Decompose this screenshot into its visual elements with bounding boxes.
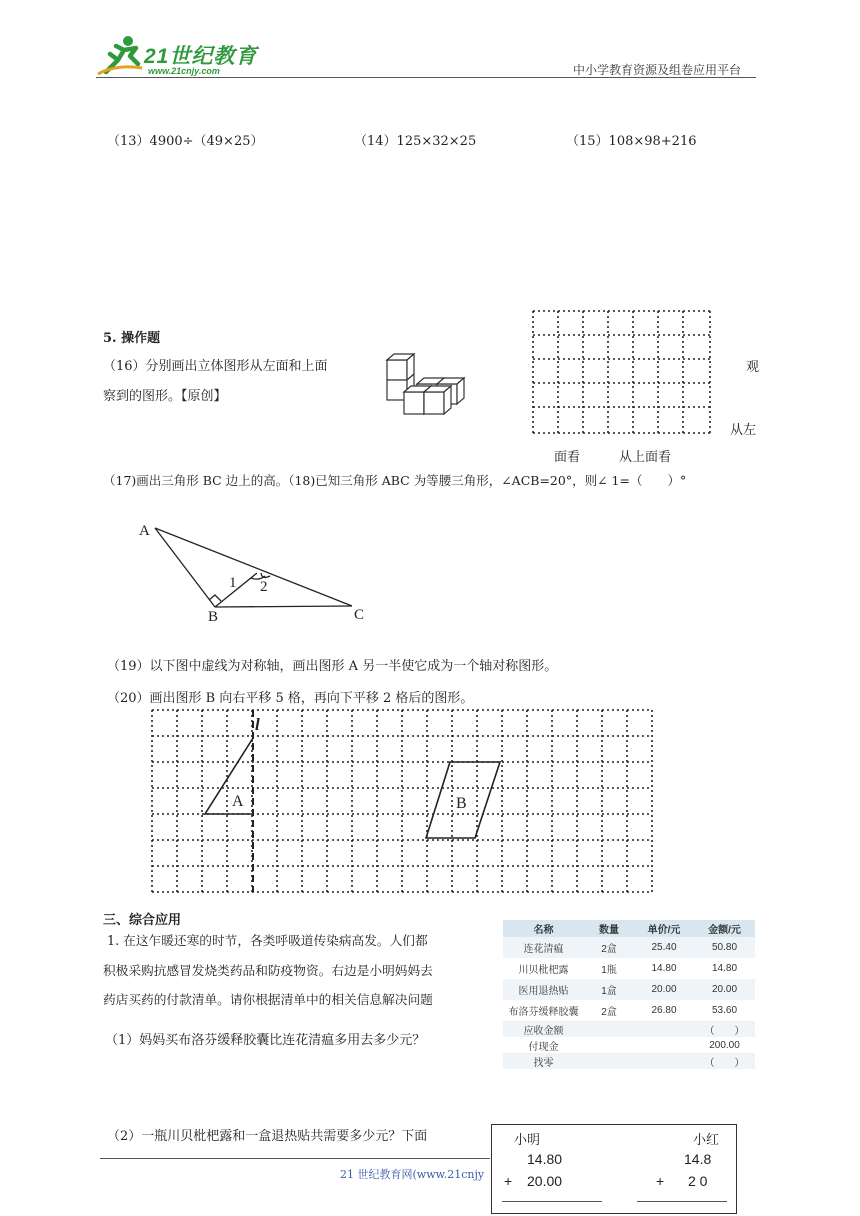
- symmetry-translation-grid: [150, 708, 654, 894]
- receipt-cell: 1瓶: [601, 965, 617, 976]
- receipt-summary-label: 付现金: [528, 1041, 559, 1053]
- receipt-cell: 20.00: [694, 979, 755, 1000]
- angle-2-label: 2: [260, 579, 268, 595]
- receipt-cell: 川贝枇杷露: [518, 965, 569, 976]
- receipt-header-row: [503, 920, 755, 937]
- question-19: （19）以下图中虚线为对称轴，画出图形 A 另一半使它成为一个轴对称图形。: [107, 659, 558, 674]
- problem-1-line3: 药店买药的付款清单。请你根据清单中的相关信息解决问题: [103, 992, 433, 1007]
- vertical-addition-box: [491, 1124, 737, 1214]
- receipt-summary-label: 找零: [503, 1053, 584, 1069]
- xiaohong-num2: 2 0: [688, 1173, 708, 1189]
- payment-receipt-table: [503, 920, 755, 1069]
- receipt-summary-row: [503, 1053, 755, 1069]
- receipt-summary-value: （ ）: [694, 1021, 755, 1037]
- receipt-cell: 2盒: [601, 1007, 617, 1018]
- receipt-cell: 14.80: [711, 963, 738, 974]
- xiaohong-plus: +: [656, 1173, 665, 1189]
- receipt-cell: 26.80: [651, 1005, 677, 1016]
- vertex-b-label: B: [208, 609, 219, 625]
- logo-text: 21世纪教育: [144, 45, 258, 68]
- footer-rule: [100, 1158, 490, 1159]
- section-5-title: 5. 操作题: [103, 331, 161, 346]
- receipt-cell: 2盒: [584, 937, 634, 958]
- question-20: （20）画出图形 B 向右平移 5 格，再向下平移 2 格后的图形。: [107, 691, 474, 706]
- receipt-summary-label: 应收金额: [503, 1021, 584, 1037]
- receipt-cell: 25.40: [634, 937, 694, 958]
- view-drawing-grid: [530, 309, 714, 437]
- xiaoming-sum-line: [502, 1201, 602, 1202]
- angle-1-label: 1: [229, 575, 237, 591]
- shape-a-label: A: [232, 793, 244, 810]
- problem-1-q1: （1）妈妈买布洛芬缓释胶囊比连花清瘟多用去多少元？: [105, 1033, 426, 1048]
- vertex-a-label: A: [139, 523, 150, 539]
- receipt-cell: 1盒: [584, 979, 634, 1000]
- receipt-cell: 医用退热贴: [503, 979, 584, 1000]
- label-guan: 观: [746, 360, 760, 375]
- footer-text: 21 世纪教育网(www.21cnjy: [340, 1168, 485, 1181]
- problem-1-line2: 积极采购抗感冒发烧类药品和防疫物资。右边是小明妈妈去: [103, 963, 433, 978]
- receipt-header-qty: 数量: [584, 920, 634, 937]
- receipt-row: [503, 979, 755, 1000]
- receipt-cell: 50.80: [694, 937, 755, 958]
- receipt-row: [503, 958, 755, 979]
- xiaoming-label: 小明: [514, 1132, 541, 1147]
- xiaohong-num1: 14.8: [684, 1151, 712, 1167]
- xiaoming-num1: 14.80: [527, 1151, 563, 1167]
- question-16-line1: （16）分别画出立体图形从左面和上面: [103, 359, 328, 374]
- receipt-header-name: 名称: [503, 920, 584, 937]
- question-16-line2: 察到的图形。【原创】: [103, 389, 227, 404]
- xiaohong-sum-line: [637, 1201, 727, 1202]
- runner-logo-icon: [96, 34, 146, 78]
- problem-1-line1: 1. 在这乍暖还寒的时节，各类呼吸道传染病高发。人们都: [107, 933, 428, 948]
- receipt-row: [503, 937, 755, 958]
- header-logo: [96, 34, 256, 78]
- receipt-cell: 20.00: [634, 979, 694, 1000]
- question-15: （15）108×98+216: [566, 134, 697, 149]
- axis-l-label: l: [255, 715, 260, 734]
- problem-1-q2: （2）一瓶川贝枇杷露和一盒退热贴共需要多少元？下面: [107, 1129, 428, 1144]
- cube-solid-figure: [384, 352, 468, 418]
- logo-url: www.21cnjy.com: [148, 66, 220, 76]
- vertex-c-label: C: [354, 607, 365, 623]
- xiaohong-label: 小红: [693, 1132, 720, 1147]
- section-3-title: 三、综合应用: [103, 913, 182, 928]
- header-rule: [96, 77, 756, 78]
- label-cong-zuo: 从左: [730, 423, 757, 438]
- receipt-cell: 连花清瘟: [503, 937, 584, 958]
- receipt-summary-row: [503, 1021, 755, 1037]
- xiaoming-num2: 20.00: [527, 1173, 563, 1189]
- xiaoming-plus: +: [504, 1173, 513, 1189]
- receipt-summary-value: （ ）: [694, 1053, 755, 1069]
- question-14: （14）125×32×25: [354, 134, 477, 149]
- receipt-header-amount: 金额/元: [694, 920, 755, 937]
- receipt-header-price: 单价/元: [634, 920, 694, 937]
- shape-b-label: B: [456, 795, 467, 812]
- receipt-row: [503, 1000, 755, 1021]
- question-17-18: （17)画出三角形 BC 边上的高。（18)已知三角形 ABC 为等腰三角形，∠ACB=20°，则∠ 1=（ ）°: [103, 473, 687, 488]
- label-top-view: 从上面看: [619, 450, 672, 465]
- receipt-cell: 53.60: [711, 1005, 738, 1016]
- receipt-cell: 布洛芬缓释胶囊: [508, 1007, 579, 1018]
- triangle-abc-figure: [135, 515, 375, 625]
- receipt-cell: 14.80: [651, 963, 677, 974]
- receipt-summary-value: 200.00: [709, 1039, 740, 1051]
- receipt-summary-row: [503, 1037, 755, 1053]
- question-13: （13）4900÷（49×25）: [107, 134, 264, 149]
- platform-name: 中小学教育资源及组卷应用平台: [573, 63, 742, 77]
- label-mian-kan: 面看: [554, 450, 581, 465]
